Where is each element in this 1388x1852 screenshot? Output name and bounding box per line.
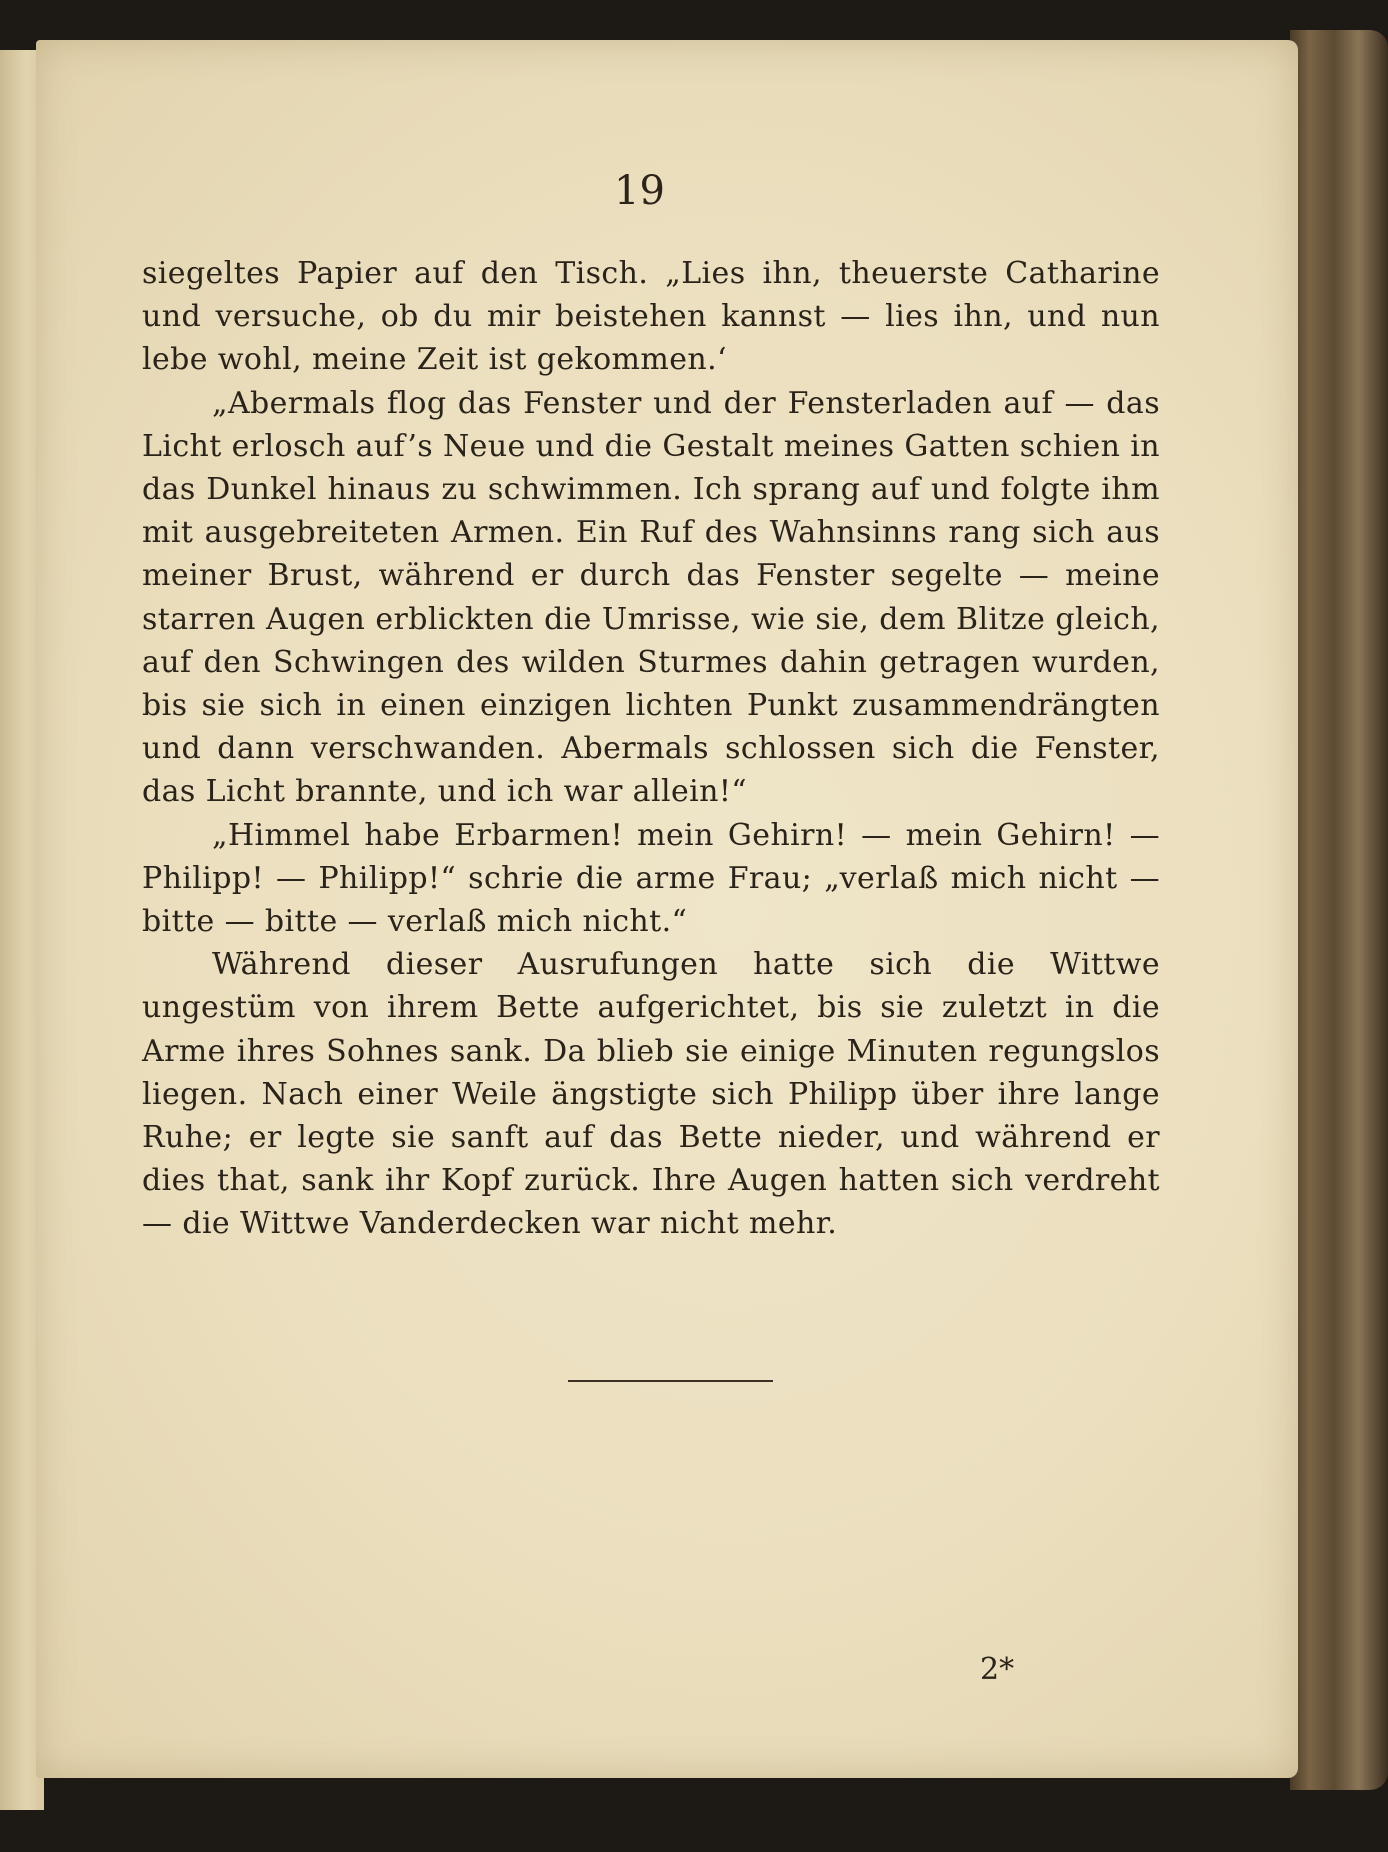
paragraph: siegeltes Papier auf den Tisch. „Lies ihn, theuerste Catharine und versuche, ob du mir beistehen kannst — lies ihn, und nun lebe wohl, meine Zeit ist gekommen.‘: [142, 256, 1160, 378]
body-text: [142, 252, 1160, 1246]
book-spine-edge: [1290, 30, 1388, 1790]
section-separator-rule: [568, 1380, 773, 1382]
paragraph: Während dieser Ausrufungen hatte sich die Wittwe ungestüm von ihrem Bette aufgerichtet, bis sie zuletzt in die Arme ihres Sohnes sank. Da blieb sie einige Minuten regungslos liegen. Nach einer Weile ängstigte sich Philipp über ihre lange Ruhe; er legte sie sanft auf das Bette nieder, und während er dies that, sank ihr Kopf zurück. Ihre Augen hatten sich verdreht — die Wittwe Vanderdecken war nicht mehr.: [142, 947, 1160, 1242]
page-number: 19: [614, 168, 665, 214]
printer-signature-mark: 2*: [980, 1652, 1015, 1687]
paragraph: „Abermals flog das Fenster und der Fensterladen auf — das Licht erlosch auf’s Neue und die Gestalt meines Gatten schien in das Dunkel hinaus zu schwimmen. Ich sprang auf und folgte ihm mit ausgebreiteten Armen. Ein Ruf des Wahnsinns rang sich aus meiner Brust, während er durch das Fenster segelte — meine starren Augen erblickten die Umrisse, wie sie, dem Blitze gleich, auf den Schwingen des wilden Sturmes dahin getragen wurden, bis sie sich in einen einzigen lichten Punkt zusammendrängten und dann verschwanden. Abermals schlossen sich die Fenster, das Licht brannte, und ich war allein!“: [142, 385, 1160, 810]
paragraph: „Himmel habe Erbarmen! mein Gehirn! — mein Gehirn! — Philipp! — Philipp!“ schrie die arme Frau; „verlaß mich nicht — bitte — bitte — verlaß mich nicht.“: [142, 817, 1160, 940]
